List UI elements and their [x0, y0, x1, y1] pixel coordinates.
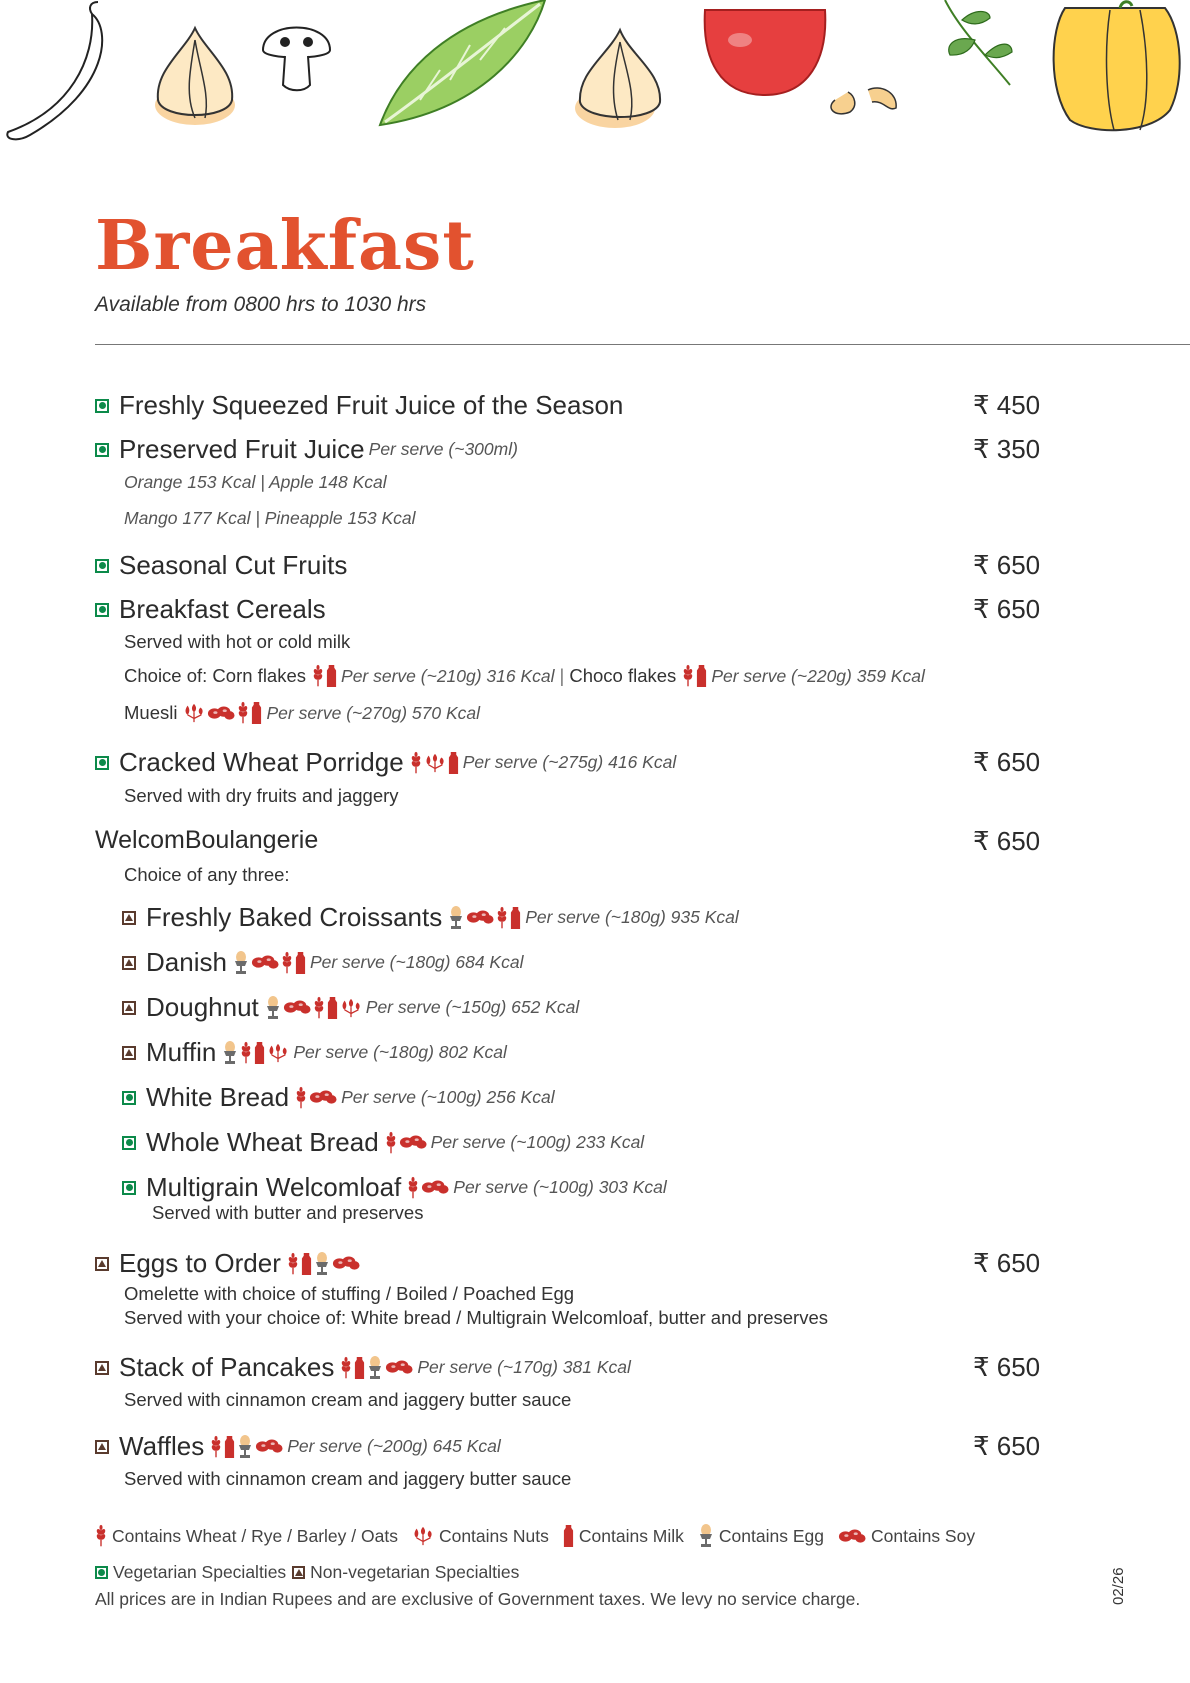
price-footnote: All prices are in Indian Rupees and are exclusive of Government taxes. We levy no service charge.: [95, 1589, 861, 1609]
soy-icon: [207, 705, 235, 722]
serving-note: Per serve (~200g) 645 Kcal: [287, 1436, 501, 1456]
menu-item-pancakes: [95, 1352, 631, 1383]
soy-icon: [309, 1089, 337, 1106]
item-price: ₹ 650: [973, 594, 1041, 624]
legend-nuts: [412, 1525, 549, 1547]
item-description: Omelette with choice of stuffing / Boiled / Poached Egg: [124, 1283, 575, 1304]
soy-icon: [838, 1528, 866, 1545]
item-price: ₹ 650: [973, 550, 1041, 580]
choice-label: Muesli: [124, 702, 178, 723]
item-description: Choice of any three:: [124, 864, 290, 885]
milk-icon: [254, 1041, 265, 1065]
availability-subtitle: Available from 0800 hrs to 1030 hrs: [95, 293, 427, 316]
garlic-icon: [575, 30, 660, 128]
separator: |: [559, 665, 565, 686]
serving-note: Per serve (~300ml): [368, 439, 518, 459]
egg-icon: [237, 1435, 253, 1459]
item-name: Waffles: [119, 1431, 205, 1461]
diet-legend: [95, 1562, 533, 1583]
nuts-icon: [340, 997, 362, 1019]
egg-icon: [265, 996, 281, 1020]
milk-icon: [224, 1435, 235, 1459]
wheat-icon: [385, 1131, 397, 1155]
nuts-icon: [412, 1525, 434, 1547]
allergen-icons: [210, 1435, 283, 1459]
egg-icon: [367, 1356, 383, 1380]
item-price: ₹ 650: [973, 1431, 1041, 1461]
veg-mark-icon: [95, 399, 109, 413]
serving-note: Per serve (~100g) 303 Kcal: [453, 1177, 667, 1197]
allergen-icons: [682, 664, 707, 688]
allergen-icons: [448, 906, 521, 930]
allergen-legend: [95, 1524, 989, 1548]
menu-item-boulangerie: [95, 826, 318, 855]
wheat-icon: [340, 1356, 352, 1380]
item-price: ₹ 650: [973, 747, 1041, 777]
item-description: Served with dry fruits and jaggery: [124, 785, 399, 806]
sub-item-muffin: [122, 1037, 507, 1068]
veg-mark-icon: [122, 1091, 136, 1105]
cereal-choices: [124, 664, 925, 688]
menu-item-cereals: [95, 594, 326, 625]
item-name: Danish: [146, 947, 227, 977]
wheat-icon: [237, 701, 249, 725]
sub-item-white-bread: [122, 1082, 555, 1113]
menu-item-waffles: [95, 1431, 501, 1462]
wheat-icon: [240, 1041, 252, 1065]
wheat-icon: [287, 1252, 299, 1276]
wheat-icon: [410, 751, 422, 775]
milk-icon: [301, 1252, 312, 1276]
item-name: WelcomBoulangerie: [95, 826, 319, 854]
item-price: ₹ 650: [973, 826, 1041, 856]
legend-label: Contains Milk: [578, 1525, 684, 1546]
serving-note: Per serve (~180g) 802 Kcal: [293, 1042, 507, 1062]
soy-icon: [399, 1134, 427, 1151]
header-divider: [95, 344, 1190, 345]
chili-icon: [7, 2, 102, 139]
nonveg-mark-icon: [95, 1257, 109, 1271]
serving-note: Per serve (~100g) 256 Kcal: [341, 1087, 555, 1107]
sub-item-croissants: [122, 902, 739, 933]
serving-note: Per serve (~170g) 381 Kcal: [417, 1357, 631, 1377]
item-description: Served with cinnamon cream and jaggery butter sauce: [124, 1389, 572, 1410]
legend-label: Contains Wheat / Rye / Barley / Oats: [112, 1525, 398, 1546]
legend-milk: [563, 1524, 684, 1548]
egg-icon: [314, 1252, 330, 1276]
legend-veg: [95, 1562, 286, 1583]
egg-icon: [698, 1524, 714, 1548]
choice-label: Choice of: Corn flakes: [124, 665, 307, 686]
veg-mark-icon: [122, 1136, 136, 1150]
cashew-icon: [831, 88, 896, 114]
egg-icon: [233, 951, 249, 975]
soy-icon: [255, 1438, 283, 1455]
milk-icon: [354, 1356, 365, 1380]
nonveg-mark-icon: [122, 956, 136, 970]
soy-icon: [421, 1179, 449, 1196]
nuts-icon: [183, 702, 205, 724]
allergen-icons: [410, 751, 459, 775]
item-name: Whole Wheat Bread: [146, 1127, 379, 1157]
serving-note: Per serve (~270g) 570 Kcal: [266, 702, 480, 723]
wheat-icon: [95, 1524, 107, 1548]
milk-icon: [326, 664, 337, 688]
item-name: Doughnut: [146, 992, 259, 1022]
allergen-icons: [407, 1176, 449, 1200]
nuts-icon: [424, 752, 446, 774]
milk-icon: [563, 1524, 574, 1548]
egg-icon: [448, 906, 464, 930]
tomato-icon: [705, 10, 826, 95]
milk-icon: [327, 996, 338, 1020]
item-price: ₹ 350: [973, 434, 1041, 464]
allergen-icons: [222, 1041, 289, 1065]
milk-icon: [295, 951, 306, 975]
item-name: Freshly Squeezed Fruit Juice of the Season: [119, 390, 624, 420]
soy-icon: [385, 1359, 413, 1376]
wheat-icon: [313, 996, 325, 1020]
sub-item-multigrain-welcomloaf: [122, 1172, 667, 1203]
soy-icon: [332, 1255, 360, 1272]
milk-icon: [696, 664, 707, 688]
wheat-icon: [312, 664, 324, 688]
allergen-icons: [287, 1252, 360, 1276]
soy-icon: [283, 999, 311, 1016]
sub-item-doughnut: [122, 992, 579, 1023]
serving-note: Per serve (~275g) 416 Kcal: [462, 752, 677, 772]
allergen-icons: [385, 1131, 427, 1155]
wheat-icon: [682, 664, 694, 688]
menu-item-juice-season: [95, 390, 623, 421]
veg-mark-icon: [122, 1181, 136, 1195]
item-description: Served with hot or cold milk: [124, 631, 351, 652]
lettuce-leaf-icon: [380, 0, 545, 125]
allergen-icons: [340, 1356, 413, 1380]
menu-item-porridge: [95, 747, 676, 778]
choice-label: Choco flakes: [569, 665, 677, 686]
wheat-icon: [210, 1435, 222, 1459]
item-name: Stack of Pancakes: [119, 1352, 335, 1382]
item-name: Freshly Baked Croissants: [146, 902, 443, 932]
page-title: Breakfast: [95, 206, 475, 286]
vegetable-banner-illustration: [0, 0, 1190, 150]
serving-note: Per serve (~100g) 233 Kcal: [430, 1132, 645, 1152]
milk-icon: [448, 751, 459, 775]
nonveg-mark-icon: [122, 1046, 136, 1060]
veg-mark-icon: [95, 756, 109, 770]
item-name: Muffin: [146, 1037, 217, 1067]
item-description: Served with your choice of: White bread / Multigrain Welcomloaf, butter and preserves: [124, 1307, 829, 1328]
veg-mark-icon: [95, 603, 109, 617]
legend-soy: [838, 1526, 975, 1547]
soy-icon: [251, 954, 279, 971]
item-description: Served with cinnamon cream and jaggery butter sauce: [124, 1468, 572, 1489]
item-name: Cracked Wheat Porridge: [119, 747, 404, 777]
legend-wheat: [95, 1524, 398, 1548]
bell-pepper-icon: [1054, 2, 1180, 131]
mushroom-icon: [263, 28, 330, 91]
legend-egg: [698, 1524, 824, 1548]
item-name: Eggs to Order: [119, 1248, 281, 1278]
item-name: Breakfast Cereals: [119, 594, 326, 624]
item-name: Seasonal Cut Fruits: [119, 550, 348, 580]
item-price: ₹ 450: [973, 390, 1041, 420]
serving-note: Per serve (~220g) 359 Kcal: [711, 665, 925, 686]
item-price: ₹ 650: [973, 1248, 1041, 1278]
menu-item-eggs: [95, 1248, 360, 1279]
item-description: Served with butter and preserves: [152, 1202, 424, 1223]
veg-mark-icon: [95, 1566, 108, 1579]
legend-label: Non-vegetarian Specialties: [310, 1562, 520, 1582]
wheat-icon: [295, 1086, 307, 1110]
legend-label: Contains Soy: [871, 1525, 976, 1546]
egg-icon: [222, 1041, 238, 1065]
milk-icon: [510, 906, 521, 930]
wheat-icon: [281, 951, 293, 975]
serving-note: Per serve (~210g) 316 Kcal: [341, 665, 555, 686]
sub-item-danish: [122, 947, 523, 978]
allergen-icons: [265, 996, 362, 1020]
serving-note: Per serve (~180g) 935 Kcal: [525, 907, 739, 927]
kcal-line: Orange 153 Kcal | Apple 148 Kcal: [124, 472, 387, 492]
veg-mark-icon: [95, 559, 109, 573]
allergen-icons: [183, 701, 262, 725]
serving-note: Per serve (~150g) 652 Kcal: [365, 997, 580, 1017]
nuts-icon: [267, 1042, 289, 1064]
wheat-icon: [407, 1176, 419, 1200]
nonveg-mark-icon: [95, 1440, 109, 1454]
milk-icon: [251, 701, 262, 725]
serving-note: Per serve (~180g) 684 Kcal: [309, 952, 524, 972]
wheat-icon: [496, 906, 508, 930]
item-name: Preserved Fruit Juice: [119, 434, 365, 464]
item-name: Multigrain Welcomloaf: [146, 1172, 402, 1202]
garlic-icon: [155, 28, 235, 125]
soy-icon: [466, 909, 494, 926]
kcal-line: Mango 177 Kcal | Pineapple 153 Kcal: [124, 508, 416, 528]
legend-nonveg: [292, 1562, 519, 1583]
menu-item-cut-fruits: [95, 550, 347, 581]
herb-sprig-icon: [945, 0, 1012, 85]
sub-item-whole-wheat-bread: [122, 1127, 644, 1158]
nonveg-mark-icon: [95, 1361, 109, 1375]
allergen-icons: [295, 1086, 337, 1110]
item-price: ₹ 650: [973, 1352, 1041, 1382]
nonveg-mark-icon: [122, 911, 136, 925]
allergen-icons: [233, 951, 306, 975]
nonveg-mark-icon: [292, 1566, 305, 1579]
menu-item-preserved-juice: [95, 434, 518, 465]
page-number: 02/26: [1110, 1567, 1127, 1605]
legend-label: Contains Nuts: [438, 1525, 549, 1546]
legend-label: Contains Egg: [718, 1525, 824, 1546]
nonveg-mark-icon: [122, 1001, 136, 1015]
item-name: White Bread: [146, 1082, 290, 1112]
allergen-icons: [312, 664, 337, 688]
cereal-choice-muesli: [124, 701, 480, 725]
legend-label: Vegetarian Specialties: [113, 1562, 287, 1582]
veg-mark-icon: [95, 443, 109, 457]
